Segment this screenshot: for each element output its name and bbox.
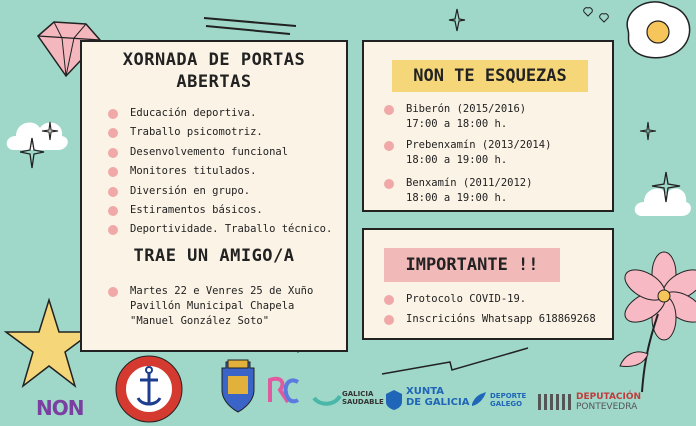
xunta-logo	[406, 386, 469, 408]
deputacion-logo	[576, 392, 641, 412]
important-card	[362, 228, 614, 340]
list-item: Desenvolvemento funcional	[108, 143, 332, 162]
important-banner: IMPORTANTE !!	[384, 248, 560, 282]
card-title-line1: XORNADA DE PORTAS	[122, 50, 306, 70]
deporte-line2: GALEGO	[490, 400, 523, 408]
list-item: Diversión en grupo.	[108, 182, 332, 201]
group-time: 18:00 a 19:00 h.	[406, 192, 508, 204]
group-item	[384, 176, 532, 206]
galicia-saudable-logo	[342, 390, 384, 406]
sparkle-icon	[448, 8, 466, 32]
list-item: Protocolo COVID-19.	[384, 292, 526, 307]
group-time: 17:00 a 18:00 h.	[406, 118, 508, 130]
galicia-saudable-icon	[312, 390, 342, 406]
list-item: Deportividade. Traballo técnico.	[108, 220, 332, 239]
event-venue-name: "Manuel González Soto"	[130, 315, 270, 327]
card-title-line2: ABERTAS	[176, 72, 252, 92]
deporte-galego-logo	[490, 392, 526, 408]
deputacion-line1: DEPUTACIÓN	[576, 392, 642, 402]
event-venue: Pavillón Municipal Chapela	[130, 300, 295, 312]
list-item: Educación deportiva.	[108, 104, 332, 123]
list-item: Traballo psicomotriz.	[108, 123, 332, 142]
deputacion-line2: PONTEVEDRA	[576, 402, 638, 412]
group-name: Biberón (2015/2016)	[406, 103, 527, 115]
reminder-banner: NON TE ESQUEZAS	[392, 60, 588, 92]
municipal-shield-icon	[218, 358, 258, 414]
sponsor-logos	[0, 352, 696, 426]
group-name: Benxamín (2011/2012)	[406, 177, 533, 189]
group-name: Prebenxamín (2013/2014)	[406, 139, 552, 151]
non-logo: NON	[36, 396, 84, 420]
fried-egg-icon	[620, 0, 696, 64]
reminder-card	[362, 40, 614, 212]
club-crest-icon	[114, 354, 184, 424]
event-details	[108, 284, 313, 329]
list-item: Estiramentos básicos.	[108, 201, 332, 220]
group-item	[384, 138, 551, 168]
list-item: Monitores titulados.	[108, 162, 332, 181]
xunta-icon	[384, 388, 404, 412]
deputacion-icon	[538, 392, 572, 410]
galicia-saudable-line2: SAUDABLE	[342, 398, 384, 406]
pencil-lines-icon	[200, 8, 300, 38]
rc-logo-icon	[264, 372, 300, 408]
xunta-line2: DE GALICIA	[406, 397, 470, 408]
xunta-line1: XUNTA	[406, 386, 444, 397]
event-date: Martes 22 e Venres 25 de Xuño	[130, 285, 314, 297]
galicia-saudable-line1: GALICIA	[342, 390, 374, 398]
hearts-icon	[582, 4, 618, 28]
deporte-galego-icon	[470, 390, 488, 408]
activities-list	[108, 104, 332, 240]
deporte-line1: DEPORTE	[490, 392, 527, 400]
sparkles-right-icon	[636, 118, 686, 208]
group-time: 18:00 a 19:00 h.	[406, 154, 508, 166]
group-item	[384, 102, 526, 132]
sparkles-left-icon	[20, 118, 60, 178]
list-item: Inscricións Whatsapp 618869268	[384, 312, 596, 327]
open-day-card	[80, 40, 348, 352]
bring-friend-heading: TRAE UN AMIGO/A	[133, 246, 295, 266]
